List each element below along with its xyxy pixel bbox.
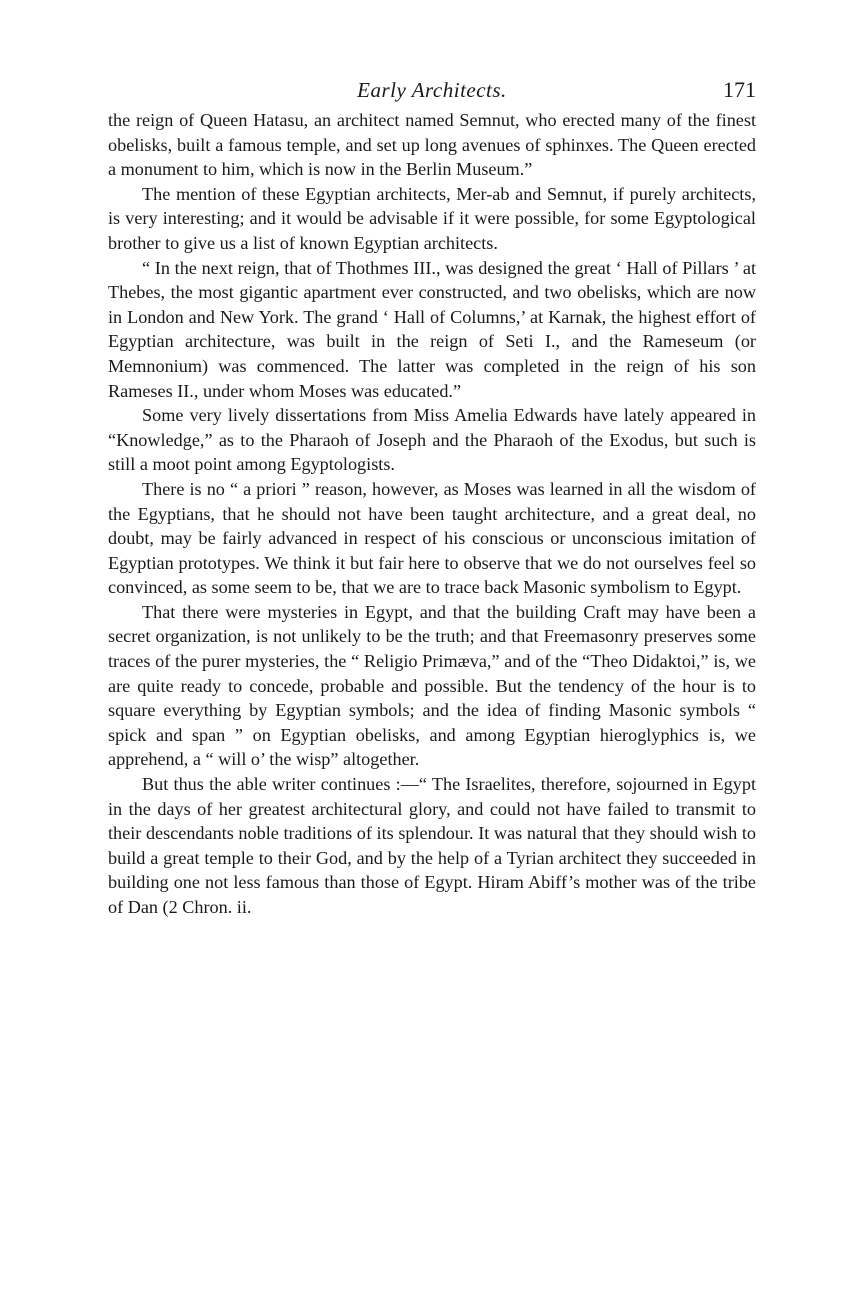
- running-head: [108, 74, 756, 108]
- paragraph-6: That there were mysteries in Egypt, and that the building Craft may have been a secret organization, is not unlikely to be the truth; and that Freemasonry preserves some traces of the purer mysteries, the “ Religio Primæva,” and of the “Theo Didaktoi,” is, we are quite ready to concede, probable and possible. But the tendency of the hour is to square everything by Egyptian symbols; and the idea of finding Masonic symbols “ spick and span ” on Egyptian obelisks, and among Egyptian hieroglyphics is, we apprehend, a “ will o’ the wisp” altogether.: [108, 601, 756, 770]
- paragraph-2: The mention of these Egyptian architects, Mer-ab and Semnut, if purely architects, is very interesting; and it would be advisable if it were possible, for some Egyptological brother to give us a list of known Egyptian architects.: [108, 183, 756, 253]
- page-number: 171: [723, 77, 756, 102]
- paragraph-5: There is no “ a priori ” reason, however, as Moses was learned in all the wisdom of the Egyptians, that he should not have been taught architecture, and a great deal, no doubt, may be fairly advanced in respect of his conscious or unconscious imitation of Egyptian prototypes. We think it but fair here to observe that we do not ourselves feel so convinced, as some seem to be, that we are to trace back Masonic symbolism to Egypt.: [108, 478, 756, 598]
- body-text: [108, 108, 756, 920]
- paragraph-1: the reign of Queen Hatasu, an architect named Semnut, who erected many of the finest obelisks, built a famous temple, and set up long avenues of sphinxes. The Queen erected a monument to him, which is now in the Berlin Museum.”: [108, 110, 756, 180]
- paragraph-7: But thus the able writer continues :—“ The Israelites, therefore, sojourned in Egypt in the days of her greatest architectural glory, and could not have failed to transmit to their descendants noble traditions of its splendour. It was natural that they should wish to build a great temple to their God, and by the help of a Tyrian architect they succeeded in building one not less famous than those of Egypt. Hiram Abiff’s mother was of the tribe of Dan (2 Chron. ii.: [108, 774, 756, 917]
- book-page: [108, 74, 756, 920]
- paragraph-3: “ In the next reign, that of Thothmes III., was designed the great ‘ Hall of Pillars ’ at Thebes, the most gigantic apartment ever constructed, and two obelisks, which are now in London and New York. The grand ‘ Hall of Columns,’ at Karnak, the highest effort of Egyptian architecture, was built in the reign of Seti I., and the Rameseum (or Memnonium) was commenced. The latter was completed in the reign of his son Rameses II., under whom Moses was educated.”: [108, 257, 756, 401]
- running-title: Early Architects.: [357, 78, 507, 102]
- paragraph-4: Some very lively dissertations from Miss Amelia Edwards have lately appeared in “Knowledge,” as to the Pharaoh of Joseph and the Pharaoh of the Exodus, but such is still a moot point among Egyptologists.: [108, 405, 756, 475]
